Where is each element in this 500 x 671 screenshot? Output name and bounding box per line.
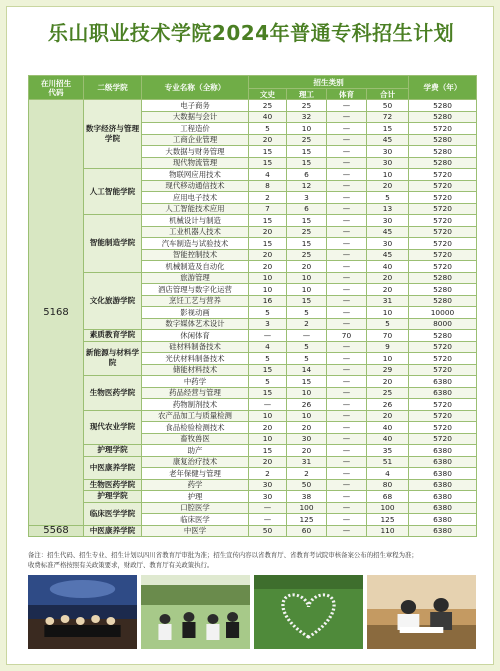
tuition-fee: 5720 — [409, 433, 477, 445]
ligong-count: 3 — [287, 192, 327, 204]
ligong-count: 5 — [287, 307, 327, 319]
ligong-count: — — [287, 330, 327, 342]
total-count: 68 — [367, 491, 409, 503]
total-count: 45 — [367, 134, 409, 146]
major-name: 临床医学 — [142, 514, 249, 526]
ligong-count: 5 — [287, 341, 327, 353]
wenshi-count: 3 — [249, 318, 287, 330]
tiyu-count: 70 — [327, 330, 367, 342]
tiyu-count: — — [327, 157, 367, 169]
tuition-fee: 5280 — [409, 284, 477, 296]
header-code-line1: 在川招生 — [40, 78, 72, 88]
table-row — [29, 169, 477, 181]
enrollment-plan-table — [28, 75, 477, 537]
tiyu-count: — — [327, 226, 367, 238]
tiyu-count: — — [327, 491, 367, 503]
table-row — [29, 100, 477, 112]
tuition-fee: 5720 — [409, 422, 477, 434]
tuition-fee: 5720 — [409, 261, 477, 273]
total-count: 45 — [367, 226, 409, 238]
tiyu-count: — — [327, 203, 367, 215]
ligong-count: 10 — [287, 410, 327, 422]
tiyu-count: — — [327, 146, 367, 158]
tiyu-count: — — [327, 295, 367, 307]
major-name: 现代物流管理 — [142, 157, 249, 169]
wenshi-count: 2 — [249, 468, 287, 480]
tiyu-count: — — [327, 134, 367, 146]
college-name: 新能源与材料学院 — [84, 341, 142, 376]
tiyu-count: — — [327, 272, 367, 284]
major-name: 农产品加工与质量检测 — [142, 410, 249, 422]
poster-frame — [6, 6, 494, 665]
table-row — [29, 456, 477, 468]
ligong-count: 38 — [287, 491, 327, 503]
major-name: 应用电子技术 — [142, 192, 249, 204]
major-name: 电子商务 — [142, 100, 249, 112]
tuition-fee: 5720 — [409, 238, 477, 250]
photo-study-room — [367, 575, 476, 649]
major-name: 助产 — [142, 445, 249, 457]
total-count: 5 — [367, 318, 409, 330]
tiyu-count: — — [327, 341, 367, 353]
tiyu-count: — — [327, 215, 367, 227]
major-name: 旅游管理 — [142, 272, 249, 284]
tuition-fee: 6380 — [409, 445, 477, 457]
wenshi-count: 15 — [249, 238, 287, 250]
total-count: 30 — [367, 238, 409, 250]
wenshi-count: 15 — [249, 364, 287, 376]
tuition-fee: 5720 — [409, 180, 477, 192]
tuition-fee: 8000 — [409, 318, 477, 330]
college-name: 现代农业学院 — [84, 410, 142, 445]
tiyu-count: — — [327, 100, 367, 112]
total-count: 10 — [367, 353, 409, 365]
enrollment-code: 5168 — [29, 100, 84, 526]
tuition-fee: 5280 — [409, 111, 477, 123]
major-name: 烹饪工艺与营养 — [142, 295, 249, 307]
ligong-count: 15 — [287, 157, 327, 169]
wenshi-count: 2 — [249, 192, 287, 204]
tuition-fee: 5720 — [409, 123, 477, 135]
total-count: 30 — [367, 157, 409, 169]
tiyu-count: — — [327, 169, 367, 181]
ligong-count: 10 — [287, 272, 327, 284]
tuition-fee: 6380 — [409, 456, 477, 468]
ligong-count: 20 — [287, 261, 327, 273]
major-name: 工程造价 — [142, 123, 249, 135]
tuition-fee: 6380 — [409, 387, 477, 399]
wenshi-count: 10 — [249, 272, 287, 284]
wenshi-count: 20 — [249, 456, 287, 468]
wenshi-count: 5 — [249, 307, 287, 319]
ligong-count: 12 — [287, 180, 327, 192]
ligong-count: 20 — [287, 445, 327, 457]
major-name: 机械设计与制造 — [142, 215, 249, 227]
college-name: 人工智能学院 — [84, 169, 142, 215]
tuition-fee: 5280 — [409, 330, 477, 342]
major-name: 康复治疗技术 — [142, 456, 249, 468]
ligong-count: 14 — [287, 364, 327, 376]
total-count: 40 — [367, 433, 409, 445]
ligong-count: 10 — [287, 123, 327, 135]
major-name: 智能控制技术 — [142, 249, 249, 261]
tuition-fee: 5720 — [409, 353, 477, 365]
wenshi-count: 15 — [249, 215, 287, 227]
tiyu-count: — — [327, 410, 367, 422]
total-count: 20 — [367, 180, 409, 192]
total-count: 110 — [367, 525, 409, 537]
total-count: 9 — [367, 341, 409, 353]
wenshi-count: 30 — [249, 479, 287, 491]
tiyu-count: — — [327, 422, 367, 434]
major-name: 现代移动通信技术 — [142, 180, 249, 192]
college-name: 数字经济与管理学院 — [84, 100, 142, 169]
table-row — [29, 215, 477, 227]
ligong-count: 2 — [287, 318, 327, 330]
tiyu-count: — — [327, 192, 367, 204]
tiyu-count: — — [327, 502, 367, 514]
wenshi-count: 20 — [249, 422, 287, 434]
tuition-fee: 6380 — [409, 468, 477, 480]
wenshi-count: 5 — [249, 376, 287, 388]
table-row — [29, 272, 477, 284]
photo-heart-formation — [254, 575, 363, 649]
ligong-count: 15 — [287, 295, 327, 307]
ligong-count: 2 — [287, 468, 327, 480]
tuition-fee: 5280 — [409, 295, 477, 307]
tuition-fee: 10000 — [409, 307, 477, 319]
tuition-fee: 5280 — [409, 272, 477, 284]
wenshi-count: 5 — [249, 353, 287, 365]
ligong-count: 15 — [287, 146, 327, 158]
major-name: 护理 — [142, 491, 249, 503]
wenshi-count: 20 — [249, 261, 287, 273]
total-count: 29 — [367, 364, 409, 376]
tiyu-count: — — [327, 399, 367, 411]
tiyu-count: — — [327, 123, 367, 135]
tuition-fee: 5280 — [409, 100, 477, 112]
tuition-fee: 5720 — [409, 410, 477, 422]
total-count: 30 — [367, 215, 409, 227]
total-count: 72 — [367, 111, 409, 123]
total-count: 30 — [367, 146, 409, 158]
total-count: 20 — [367, 284, 409, 296]
tuition-fee: 5720 — [409, 169, 477, 181]
table-row — [29, 479, 477, 491]
ligong-count: 6 — [287, 203, 327, 215]
ligong-count: 50 — [287, 479, 327, 491]
tiyu-count: — — [327, 238, 367, 250]
tuition-fee: 6380 — [409, 502, 477, 514]
wenshi-count: — — [249, 502, 287, 514]
ligong-count: 15 — [287, 215, 327, 227]
college-name: 智能制造学院 — [84, 215, 142, 273]
tiyu-count: — — [327, 353, 367, 365]
wenshi-count: 10 — [249, 410, 287, 422]
tiyu-count: — — [327, 456, 367, 468]
tiyu-count: — — [327, 514, 367, 526]
major-name: 食品检验检测技术 — [142, 422, 249, 434]
page-title: 乐山职业技术学院2024年普通专科招生计划 — [47, 21, 455, 45]
wenshi-count: — — [249, 514, 287, 526]
tuition-fee: 5280 — [409, 134, 477, 146]
ligong-count: 20 — [287, 422, 327, 434]
header-college: 二级学院 — [84, 76, 142, 100]
college-name: 中医康养学院 — [84, 525, 142, 537]
wenshi-count: 30 — [249, 491, 287, 503]
ligong-count: 100 — [287, 502, 327, 514]
tiyu-count: — — [327, 307, 367, 319]
major-name: 大数据与财务管理 — [142, 146, 249, 158]
wenshi-count: 25 — [249, 100, 287, 112]
wenshi-count: 4 — [249, 169, 287, 181]
major-name: 老年保健与管理 — [142, 468, 249, 480]
tuition-fee: 5720 — [409, 399, 477, 411]
wenshi-count: 20 — [249, 226, 287, 238]
table-body — [29, 100, 477, 537]
major-name: 影视动画 — [142, 307, 249, 319]
major-name: 中药学 — [142, 376, 249, 388]
table-row — [29, 502, 477, 514]
tiyu-count: — — [327, 376, 367, 388]
total-count: 50 — [367, 100, 409, 112]
wenshi-count: 15 — [249, 146, 287, 158]
tuition-fee: 5720 — [409, 364, 477, 376]
college-name: 中医康养学院 — [84, 456, 142, 479]
major-name: 工业机器人技术 — [142, 226, 249, 238]
ligong-count: 15 — [287, 376, 327, 388]
ligong-count: 15 — [287, 238, 327, 250]
tiyu-count: — — [327, 111, 367, 123]
ligong-count: 10 — [287, 387, 327, 399]
tuition-fee: 6380 — [409, 479, 477, 491]
college-name: 护理学院 — [84, 445, 142, 457]
photo-orchestra — [28, 575, 137, 649]
ligong-count: 125 — [287, 514, 327, 526]
total-count: 45 — [367, 249, 409, 261]
total-count: 20 — [367, 272, 409, 284]
major-name: 大数据与会计 — [142, 111, 249, 123]
college-name: 生物医药学院 — [84, 376, 142, 411]
major-name: 药品经营与管理 — [142, 387, 249, 399]
college-name: 素质教育学院 — [84, 330, 142, 342]
wenshi-count: 8 — [249, 180, 287, 192]
wenshi-count: 15 — [249, 157, 287, 169]
tuition-fee: 5720 — [409, 226, 477, 238]
tiyu-count: — — [327, 468, 367, 480]
wenshi-count: 7 — [249, 203, 287, 215]
total-count: 20 — [367, 376, 409, 388]
total-count: 70 — [367, 330, 409, 342]
wenshi-count: 10 — [249, 284, 287, 296]
major-name: 硅材料制备技术 — [142, 341, 249, 353]
ligong-count: 25 — [287, 249, 327, 261]
ligong-count: 26 — [287, 399, 327, 411]
total-count: 51 — [367, 456, 409, 468]
tuition-fee: 6380 — [409, 514, 477, 526]
major-name: 畜牧兽医 — [142, 433, 249, 445]
total-count: 26 — [367, 399, 409, 411]
major-name: 储能材料技术 — [142, 364, 249, 376]
major-name: 中医学 — [142, 525, 249, 537]
ligong-count: 5 — [287, 353, 327, 365]
total-count: 10 — [367, 169, 409, 181]
table-row — [29, 341, 477, 353]
tuition-fee: 5280 — [409, 157, 477, 169]
major-name: 工商企业管理 — [142, 134, 249, 146]
total-count: 5 — [367, 192, 409, 204]
table-row — [29, 330, 477, 342]
major-name: 酒店管理与数字化运营 — [142, 284, 249, 296]
total-count: 15 — [367, 123, 409, 135]
ligong-count: 6 — [287, 169, 327, 181]
college-name: 生物医药学院 — [84, 479, 142, 491]
total-count: 100 — [367, 502, 409, 514]
tuition-fee: 5720 — [409, 341, 477, 353]
total-count: 35 — [367, 445, 409, 457]
tiyu-count: — — [327, 180, 367, 192]
total-count: 4 — [367, 468, 409, 480]
table-row — [29, 491, 477, 503]
major-name: 药学 — [142, 479, 249, 491]
header-wenshi: 文史 — [249, 89, 287, 100]
wenshi-count: 50 — [249, 525, 287, 537]
major-name: 休闲体育 — [142, 330, 249, 342]
major-name: 药物制剂技术 — [142, 399, 249, 411]
major-name: 口腔医学 — [142, 502, 249, 514]
wenshi-count: 4 — [249, 341, 287, 353]
header-ligong: 理工 — [287, 89, 327, 100]
table-row — [29, 525, 477, 537]
college-name: 护理学院 — [84, 491, 142, 503]
total-count: 13 — [367, 203, 409, 215]
ligong-count: 31 — [287, 456, 327, 468]
ligong-count: 10 — [287, 284, 327, 296]
tiyu-count: — — [327, 387, 367, 399]
table-row — [29, 410, 477, 422]
header-heji: 合计 — [367, 89, 409, 100]
wenshi-count: 5 — [249, 123, 287, 135]
wenshi-count: 20 — [249, 134, 287, 146]
table-row — [29, 376, 477, 388]
ligong-count: 32 — [287, 111, 327, 123]
header-tiyu: 体育 — [327, 89, 367, 100]
enrollment-code: 5568 — [29, 525, 84, 537]
total-count: 31 — [367, 295, 409, 307]
tuition-fee: 5280 — [409, 146, 477, 158]
tiyu-count: — — [327, 261, 367, 273]
tuition-fee: 6380 — [409, 491, 477, 503]
tiyu-count: — — [327, 318, 367, 330]
header-code-line2: 代码 — [48, 87, 64, 97]
ligong-count: 60 — [287, 525, 327, 537]
wenshi-count: 16 — [249, 295, 287, 307]
tuition-fee: 5720 — [409, 203, 477, 215]
major-name: 光伏材料制备技术 — [142, 353, 249, 365]
note-line-1: 备注：招生代码、招生专业、招生计划以四川省教育厅审批为准；招生宣传内容以省教育厅、省教育考试院审核备案公布的招生章程为准； — [28, 551, 418, 559]
wenshi-count: 10 — [249, 433, 287, 445]
ligong-count: 25 — [287, 134, 327, 146]
ligong-count: 25 — [287, 100, 327, 112]
ligong-count: 30 — [287, 433, 327, 445]
total-count: 40 — [367, 261, 409, 273]
photo-students-seated — [141, 575, 250, 649]
tuition-fee: 6380 — [409, 525, 477, 537]
tuition-fee: 6380 — [409, 376, 477, 388]
major-name: 汽车制造与试验技术 — [142, 238, 249, 250]
notes — [28, 550, 476, 570]
header-major: 专业名称（全称） — [142, 76, 249, 100]
major-name: 人工智能技术应用 — [142, 203, 249, 215]
wenshi-count: 40 — [249, 111, 287, 123]
tiyu-count: — — [327, 364, 367, 376]
total-count: 80 — [367, 479, 409, 491]
ligong-count: 25 — [287, 226, 327, 238]
tiyu-count: — — [327, 249, 367, 261]
tiyu-count: — — [327, 433, 367, 445]
total-count: 10 — [367, 307, 409, 319]
tiyu-count: — — [327, 284, 367, 296]
total-count: 25 — [367, 387, 409, 399]
major-name: 数字媒体艺术设计 — [142, 318, 249, 330]
note-line-2: 收费标准严格按照有关政策要求，财政厅、教育厅有关政策执行。 — [28, 561, 214, 569]
wenshi-count: — — [249, 330, 287, 342]
header-category: 招生类别 — [249, 76, 409, 89]
tuition-fee: 5720 — [409, 249, 477, 261]
tuition-fee: 5720 — [409, 215, 477, 227]
college-name: 临床医学学院 — [84, 502, 142, 525]
wenshi-count: 15 — [249, 445, 287, 457]
tiyu-count: — — [327, 445, 367, 457]
table-row — [29, 445, 477, 457]
wenshi-count: 15 — [249, 387, 287, 399]
college-name: 文化旅游学院 — [84, 272, 142, 330]
wenshi-count: 20 — [249, 249, 287, 261]
header-code — [29, 76, 84, 100]
tiyu-count: — — [327, 479, 367, 491]
wenshi-count: — — [249, 399, 287, 411]
tiyu-count: — — [327, 525, 367, 537]
total-count: 125 — [367, 514, 409, 526]
major-name: 物联网应用技术 — [142, 169, 249, 181]
tuition-fee: 5720 — [409, 192, 477, 204]
header-fee: 学费（年） — [409, 76, 477, 100]
total-count: 20 — [367, 410, 409, 422]
total-count: 40 — [367, 422, 409, 434]
major-name: 机械制造及自动化 — [142, 261, 249, 273]
photo-strip — [28, 575, 476, 649]
